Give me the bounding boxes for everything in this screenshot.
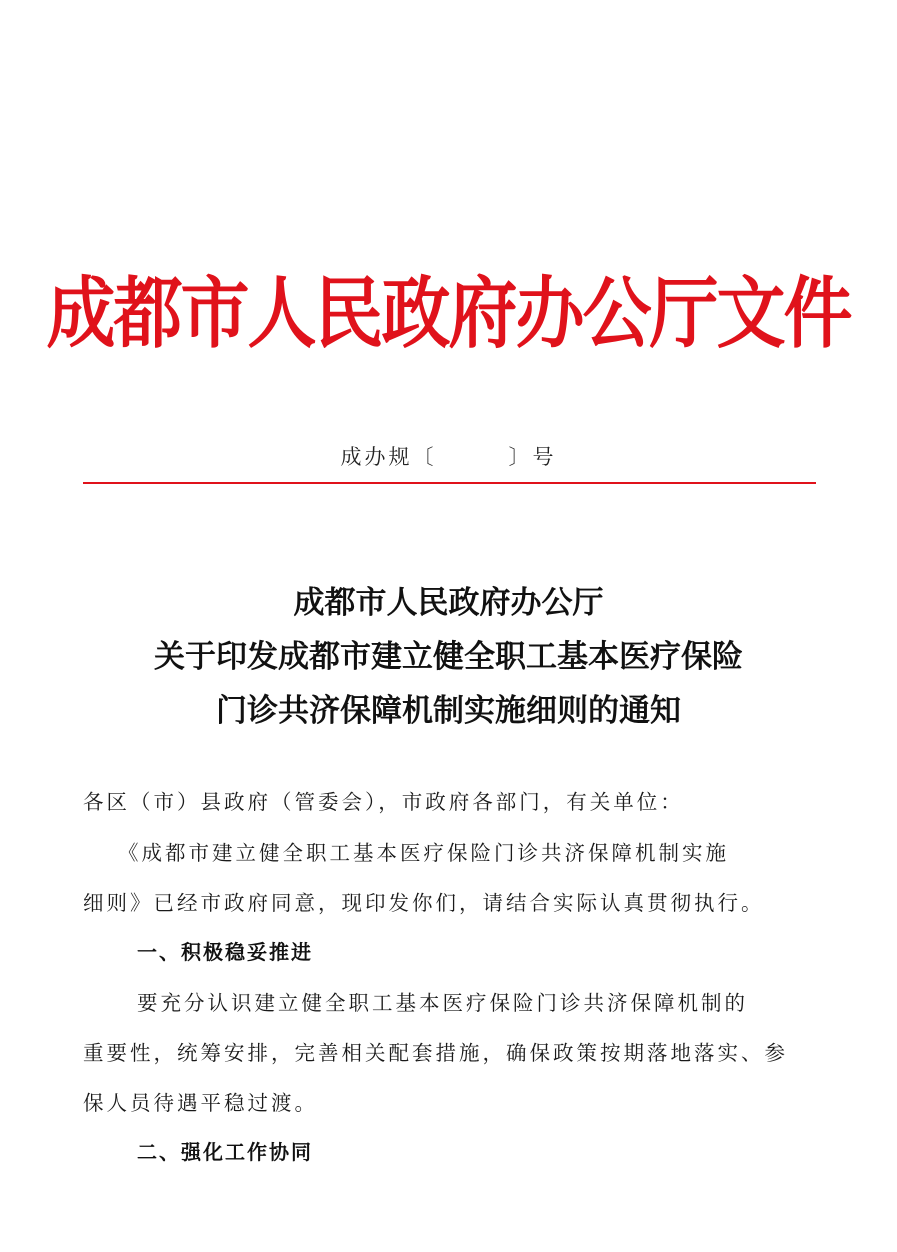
paragraph-1-line-1: 《成都市建立健全职工基本医疗保险门诊共济保障机制实施 — [118, 841, 729, 865]
section-1-heading: 一、积极稳妥推进 — [137, 940, 313, 964]
section-2-heading: 二、强化工作协同 — [137, 1140, 313, 1164]
document-title — [0, 576, 897, 738]
salutation: 各区（市）县政府（管委会），市政府各部门，有关单位： — [83, 790, 684, 814]
section-1-line-3: 保人员待遇平稳过渡。 — [83, 1091, 318, 1115]
red-divider-line — [83, 482, 816, 484]
document-number: 成办规〔 〕号 — [340, 445, 557, 469]
paragraph-1-line-2: 细则》已经市政府同意，现印发你们，请结合实际认真贯彻执行。 — [83, 891, 765, 915]
section-1-line-1: 要充分认识建立健全职工基本医疗保险门诊共济保障机制的 — [137, 991, 748, 1015]
title-line-1: 成都市人民政府办公厅 — [293, 585, 604, 621]
title-line-2: 关于印发成都市建立健全职工基本医疗保险 — [154, 639, 743, 675]
title-line-3: 门诊共济保障机制实施细则的通知 — [216, 693, 681, 729]
section-1-line-2: 重要性，统筹安排，完善相关配套措施，确保政策按期落地落实、参 — [83, 1041, 788, 1065]
document-masthead: 成都市人民政府办公厅文件 — [46, 268, 851, 359]
